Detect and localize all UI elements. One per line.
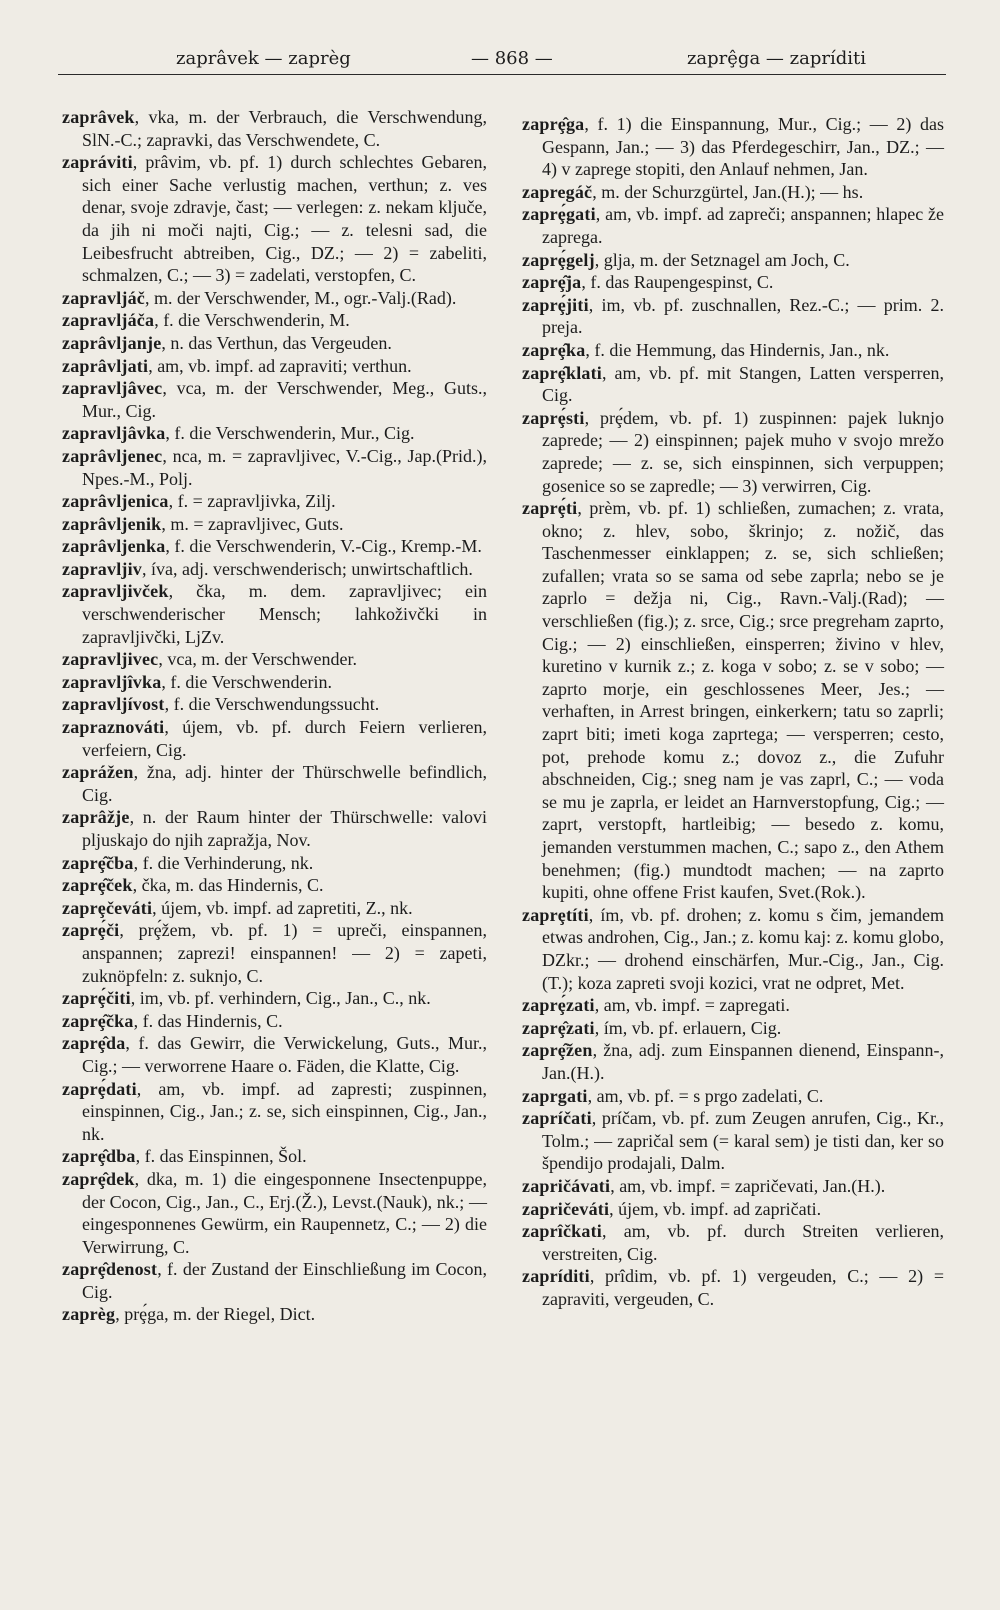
dictionary-entry: zapravljáč, m. der Verschwender, M., ogr.-Valj.(Rad). (62, 287, 457, 308)
dictionary-entry: zaprȩ́sti, prȩ́dem, vb. pf. 1) zuspinnen: pajek luknjo zaprede; — 2) einspinnen; pajek muho v svojo mrežo zaprede; — z. se, sich einspinnen, sich verpuppen; gosenice so se zapredle; — 3) verwirren, Cig. (522, 407, 944, 496)
dictionary-entry: zapríditi, prîdim, vb. pf. 1) vergeuden, C.; — 2) = zapraviti, vergeuden, C. (522, 1266, 944, 1309)
dictionary-entry: zaprîčkati, am, vb. pf. durch Streiten verlieren, verstreiten, Cig. (522, 1221, 944, 1264)
entry-headword: zaprȩ́jiti (522, 294, 589, 315)
entry-headword: zaprȩ̂dek (62, 1168, 135, 1189)
header-left-guide-words: zaprâvek — zaprèg (176, 48, 351, 69)
entry-headword: zaprȩ̂ja (522, 272, 582, 293)
entry-headword: zapravljâvec (62, 378, 163, 399)
entry-headword: zaprȩ́zati (522, 995, 595, 1016)
dictionary-entry: zapravljiv, íva, adj. verschwenderisch; unwirtschaftlich. (62, 558, 473, 579)
entry-headword: zapričeváti (522, 1198, 610, 1219)
dictionary-entry: zaprȩ́gelj, glja, m. der Setznagel am Joch, C. (522, 249, 850, 270)
entry-headword: zaprîčkati (522, 1221, 602, 1242)
entry-headword: zaprȩ̂ga (522, 114, 585, 134)
entry-headword: zapraznováti (62, 717, 165, 738)
dictionary-entry: zaprȩčeváti, újem, vb. impf. ad zapretiti, Z., nk. (62, 897, 413, 918)
dictionary-entry: zaprȩ̂ja, f. das Raupengespinst, C. (522, 272, 774, 293)
entry-headword: zaprȩ̂dba (62, 1146, 136, 1167)
dictionary-entry: zaprȩ̂dek, dka, m. 1) die eingesponnene Insectenpuppe, der Cocon, Cig., Jan., C., Erj.(Ž.), Levst.(Nauk), nk.; — eingesponnenes Gewürm, ein Raupennetz, C.; — 2) die Verwirrung, C. (62, 1168, 487, 1257)
entry-headword: zaprâvljenica (62, 491, 169, 512)
dictionary-entry: zaprȩ̂denost, f. der Zustand der Einschließung im Cocon, Cig. (62, 1259, 487, 1302)
dictionary-entry: zaprȩ̂žen, žna, adj. zum Einspannen dienend, Einspann-, Jan.(H.). (522, 1040, 944, 1083)
entry-headword: zaprâvljenka (62, 536, 166, 557)
dictionary-entry: zapravljivec, vca, m. der Verschwender. (62, 649, 357, 670)
entry-headword: zaprȩ́dati (62, 1078, 137, 1099)
entry-headword: zapričávati (522, 1175, 611, 1196)
entry-headword: zaprȩ́či (62, 920, 120, 941)
entry-headword: zapravljiv (62, 558, 142, 579)
entry-headword: zaprgati (522, 1085, 588, 1106)
entry-headword: zaprážen (62, 762, 134, 783)
dictionary-entry: zaprȩ̂klati, am, vb. pf. mit Stangen, Latten versperren, Cig. (522, 362, 944, 406)
entry-headword: zaprâvljenec (62, 445, 163, 466)
dictionary-entry: zapravljívost, f. die Verschwendungssucht. (62, 694, 380, 715)
entry-headword: zaprȩčeváti (62, 897, 153, 918)
dictionary-entry: zaprâvljanje, n. das Verthun, das Vergeuden. (62, 332, 392, 353)
dictionary-entry: zaprȩ̂ček, čka, m. das Hindernis, C. (62, 875, 324, 896)
dictionary-entry: zaprgati, am, vb. pf. = s prgo zadelati, C. (522, 1085, 824, 1106)
dictionary-entry: zaprȩ̂čka, f. das Hindernis, C. (62, 1010, 283, 1031)
entry-headword: zapravljivček (62, 581, 169, 602)
entry-headword: zaprâvljati (62, 355, 149, 376)
dictionary-entry: zaprâvljenka, f. die Verschwenderin, V.-Cig., Kremp.-M. (62, 536, 482, 557)
entry-headword: zaprèg (62, 1304, 116, 1325)
dictionary-entry: zaprȩ́gati, am, vb. impf. ad zapreči; anspannen; hlapec že zaprega. (522, 204, 944, 247)
entry-headword: zapravljáč (62, 287, 145, 308)
dictionary-entry: zapravljâvec, vca, m. der Verschwender, Meg., Guts., Mur., Cig. (62, 378, 487, 421)
dictionary-entry: zapravljáča, f. die Verschwenderin, M. (62, 310, 350, 331)
dictionary-entry: zaprȩ̂dba, f. das Einspinnen, Šol. (62, 1146, 307, 1167)
dictionary-entry: zaprȩ́zati, am, vb. impf. = zapregati. (522, 995, 790, 1016)
entry-headword: zapravljâvka (62, 423, 166, 444)
entry-headword: zaprâžje (62, 807, 130, 828)
page-number: — 868 — (471, 48, 553, 69)
dictionary-entry: zaprȩ́ti, prèm, vb. pf. 1) schließen, zumachen; z. vrata, okno; z. hlev, sobo, škrinjo; z. nožič, das Taschenmesser einklappen; z. se, sich schließen; zufallen; vrata so se sama od sebe zaprla; nebo se je zaprlo = dežja ni, Cig., Ravn.-Valj.(Rad); — verschließen (fig.); z. srce, Cig.; srce pregreham zaprto, Cig.; — 2) einschließen, einsperren; živino v hlev, kuretino v kurnik z.; z. koga v sobo; z. se v sobo; — zaprto morje, ein geschlossenes Meer, Jes.; — verhaften, in Arrest bringen, einkerkern; tatu so zaprli; zaprt biti; imeti koga zaprtega; — versperren; cesto, pot, prehode komu z.; dovoz z., die Zufuhr abschneiden, Cig.; sneg nam je vas zaprl, C.; — voda se mu je zaprla, er leidet an Harnverstopfung, Cig.; — zaprt, verstopft, hartleibig; — besedo z. komu, jemanden verstummen machen, C.; sapo z., den Athem benehmen; (fig.) mundtodt machen; — na zaprto kupiti, ohne offene Frist kaufen, Svet.(Rok.). (522, 498, 944, 903)
dictionary-entry: zaprȩ̂da, f. das Gewirr, die Verwickelung, Guts., Mur., Cig.; — verworrene Haare o. Fäden, die Klatte, Cig. (62, 1033, 487, 1076)
right-column (522, 113, 944, 1310)
entry-headword: zaprȩtíti (522, 904, 589, 925)
header-right-guide-words: zaprȩ̂ga — zapríditi (686, 48, 866, 69)
entry-headword: zapríčati (522, 1108, 592, 1129)
entry-headword: zaprâvljanje (62, 332, 162, 353)
entry-headword: zaprȩ̂zati (522, 1017, 595, 1038)
entry-headword: zaprȩ̂klati (522, 362, 602, 383)
dictionary-entry: zapráviti, prâvim, vb. pf. 1) durch schlechtes Gebaren, sich einer Sache verlustig machen, verthun; z. ves denar, svoje zdravje, čast; — verlegen: z. nekam ključe, da jih ni moči najti, Cig.; — z. telesni sad, die Leibesfrucht abtreiben, Cig., DZ.; — 2) = zabeliti, schmalzen, C.; — 3) = zadelati, verstopfen, C. (62, 152, 487, 286)
entry-headword: zaprȩ̂ček (62, 875, 133, 896)
entry-headword: zaprȩ̂čba (62, 852, 134, 873)
dictionary-entry: zaprȩ̂čba, f. die Verhinderung, nk. (62, 852, 314, 873)
dictionary-entry: zaprâžje, n. der Raum hinter der Thürschwelle: valovi pljuskajo do njih zapražja, Nov. (62, 807, 487, 850)
entry-headword: zaprȩ̂da (62, 1033, 126, 1054)
entry-headword: zaprȩ̂denost (62, 1259, 158, 1280)
left-column (62, 106, 487, 1326)
header-rule (58, 74, 946, 75)
dictionary-entry: zaprážen, žna, adj. hinter der Thürschwelle befindlich, Cig. (62, 762, 487, 805)
entry-headword: zaprȩ́gati (522, 204, 596, 225)
dictionary-entry: zapríčati, príčam, vb. pf. zum Zeugen anrufen, Cig., Kr., Tolm.; — zapričal sem (= karal sem) je tisti dan, ker so špendijo prodajali, Dalm. (522, 1108, 944, 1174)
dictionary-entry: zaprȩ́či, prȩ́žem, vb. pf. 1) = upreči, einspannen, anspannen; zaprezi! einspannen! — 2) = zapeti, zuknöpfeln: z. suknjo, C. (62, 920, 487, 986)
dictionary-entry: zaprȩ́čiti, im, vb. pf. verhindern, Cig., Jan., C., nk. (62, 988, 431, 1009)
entry-headword: zaprȩ́čiti (62, 988, 131, 1009)
dictionary-entry: zaprȩ̂zati, ím, vb. pf. erlauern, Cig. (522, 1017, 782, 1038)
dictionary-entry: zapravljâvka, f. die Verschwenderin, Mur., Cig. (62, 423, 415, 444)
entry-headword: zaprȩ́gelj (522, 249, 595, 270)
dictionary-entry: zapravljivček, čka, m. dem. zapravljivec; ein verschwenderischer Mensch; lahkoživčki in zapravljivčki, LjZv. (62, 581, 487, 647)
dictionary-entry: zaprâvljati, am, vb. impf. ad zapraviti; verthun. (62, 355, 412, 376)
entry-headword: zapregáč (522, 181, 593, 202)
dictionary-entry: zapraznováti, újem, vb. pf. durch Feiern verlieren, verfeiern, Cig. (62, 717, 487, 760)
entry-headword: zaprȩ́ti (522, 498, 578, 519)
dictionary-entry: zapričeváti, újem, vb. impf. ad zapričati. (522, 1198, 822, 1219)
entry-headword: zaprȩ̂žen (522, 1040, 593, 1061)
dictionary-entry: zapričávati, am, vb. impf. = zapričevati, Jan.(H.). (522, 1175, 886, 1196)
entry-headword: zapravljîvka (62, 671, 162, 692)
dictionary-entry: zaprèg, prȩ́ga, m. der Riegel, Dict. (62, 1304, 316, 1325)
dictionary-entry: zaprâvek, vka, m. der Verbrauch, die Verschwendung, SlN.-C.; zapravki, das Verschwendete, C. (62, 107, 487, 150)
dictionary-entry: zaprâvljenica, f. = zapravljivka, Zilj. (62, 491, 336, 512)
entry-headword: zaprâvek (62, 107, 135, 127)
dictionary-entry: zaprâvljenec, nca, m. = zapravljivec, V.-Cig., Jap.(Prid.), Npes.-M., Polj. (62, 445, 487, 489)
dictionary-entry: zaprȩtíti, ím, vb. pf. drohen; z. komu s čim, jemandem etwas androhen, Cig., Jan.; z. komu kaj: z. komu globo, DZkr.; — drohend einschärfen, Mur.-Cig., Jan., Cig.(T.); koza zapreti svoji kozici, vrat ne odpret, Met. (522, 904, 944, 993)
dictionary-entry: zaprȩ̂ka, f. die Hemmung, das Hindernis, Jan., nk. (522, 339, 890, 360)
dictionary-entry: zaprȩ́jiti, im, vb. pf. zuschnallen, Rez.-C.; — prim. 2. preja. (522, 294, 944, 338)
entry-headword: zaprȩ̂ka (522, 339, 586, 360)
entry-headword: zaprȩ́sti (522, 407, 585, 428)
entry-headword: zapráviti (62, 152, 133, 173)
entry-headword: zapravljivec (62, 649, 159, 670)
dictionary-entry: zaprȩ̂ga, f. 1) die Einspannung, Mur., Cig.; — 2) das Gespann, Jan.; — 3) das Pferdegeschirr, Jan., DZ.; — 4) v zaprege stopiti, den Anlauf nehmen, Jan. (522, 114, 944, 180)
entry-headword: zaprȩ̂čka (62, 1010, 134, 1031)
dictionary-entry: zaprȩ́dati, am, vb. impf. ad zapresti; zuspinnen, einspinnen, Cig., Jan.; z. se, sich einspinnen, Cig., Jan., nk. (62, 1078, 487, 1144)
dictionary-entry: zapravljîvka, f. die Verschwenderin. (62, 671, 333, 692)
entry-headword: zapravljáča (62, 310, 155, 331)
entry-headword: zaprâvljenik (62, 513, 162, 534)
dictionary-entry: zapregáč, m. der Schurzgürtel, Jan.(H.); — hs. (522, 181, 864, 202)
entry-headword: zapravljívost (62, 694, 165, 715)
entry-headword: zapríditi (522, 1266, 590, 1287)
page-header (176, 44, 866, 74)
dictionary-entry: zaprâvljenik, m. = zapravljivec, Guts. (62, 513, 344, 534)
